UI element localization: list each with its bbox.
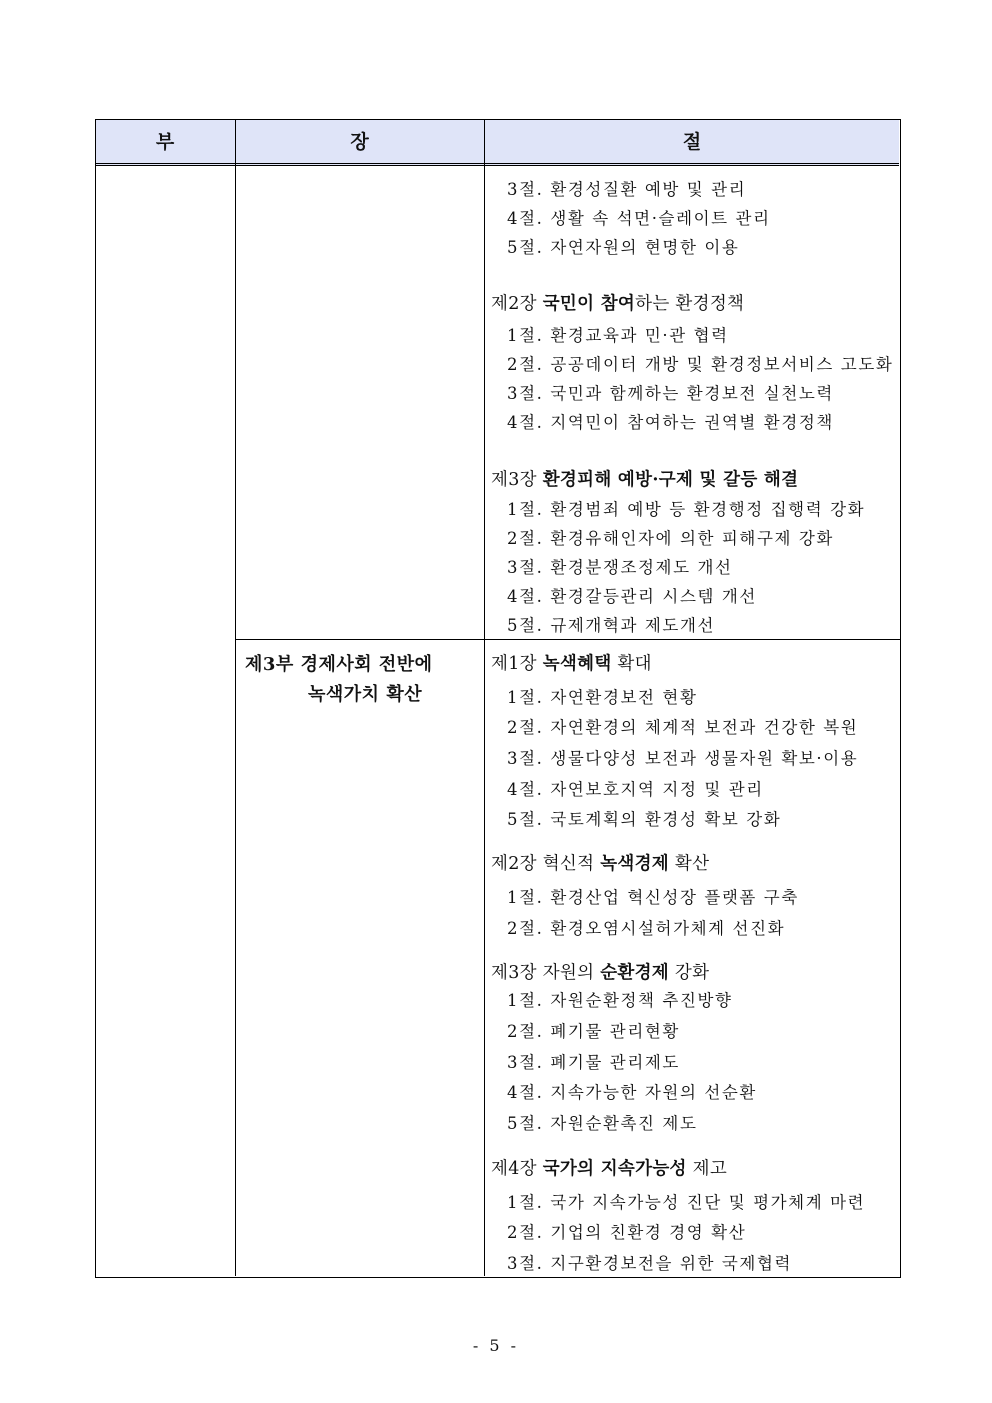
- chapter-heading: 제2장 국민이 참여하는 환경정책: [491, 294, 745, 314]
- page-number: - 5 -: [472, 1336, 520, 1355]
- section-item: 2절. 폐기물 관리현황: [507, 1022, 680, 1041]
- section-item: 2절. 자연환경의 체계적 보전과 건강한 복원: [507, 718, 859, 737]
- section-item: 3절. 환경성질환 예방 및 관리: [507, 180, 747, 199]
- chapter-heading: 제2장 혁신적 녹색경제 확산: [491, 854, 710, 874]
- part-title: 녹색가치 확산: [308, 684, 423, 705]
- section-item: 3절. 생물다양성 보전과 생물자원 확보·이용: [507, 749, 859, 768]
- section-item: 4절. 환경갈등관리 시스템 개선: [507, 587, 757, 606]
- section-item: 5절. 자원순환촉진 제도: [507, 1114, 698, 1133]
- section-item: 5절. 국토계획의 환경성 확보 강화: [507, 810, 782, 829]
- section-item: 3절. 환경분쟁조정제도 개선: [507, 558, 733, 577]
- header-section: 절: [682, 131, 702, 153]
- chapter-heading: 제3장 자원의 순환경제 강화: [491, 963, 710, 983]
- section-item: 3절. 지구환경보전을 위한 국제협력: [507, 1254, 793, 1273]
- section-item: 2절. 환경유해인자에 의한 피해구제 강화: [507, 529, 834, 548]
- section-item: 2절. 환경오염시설허가체계 선진화: [507, 919, 786, 938]
- chapter-heading: 제1장 녹색혜택 확대: [491, 654, 652, 674]
- section-item: 2절. 기업의 친환경 경영 확산: [507, 1223, 747, 1242]
- chapter-heading: 제4장 국가의 지속가능성 제고: [491, 1159, 728, 1179]
- section-item: 2절. 공공데이터 개방 및 환경정보서비스 고도화: [507, 355, 894, 374]
- header-chapter: 장: [350, 131, 369, 153]
- section-item: 4절. 자연보호지역 지정 및 관리: [507, 780, 764, 799]
- row-divider: [235, 639, 900, 640]
- section-item: 1절. 환경산업 혁신성장 플랫폼 구축: [507, 888, 799, 907]
- column-divider: [484, 119, 485, 1276]
- column-divider: [235, 119, 236, 1276]
- section-item: 5절. 규제개혁과 제도개선: [507, 616, 716, 635]
- section-item: 4절. 지속가능한 자원의 선순환: [507, 1083, 757, 1102]
- section-item: 4절. 지역민이 참여하는 권역별 환경정책: [507, 413, 834, 432]
- part-title: 제3부 경제사회 전반에: [245, 654, 433, 675]
- section-item: 1절. 자연환경보전 현황: [507, 688, 698, 707]
- section-item: 3절. 국민과 함께하는 환경보전 실천노력: [507, 384, 834, 403]
- section-item: 1절. 자원순환정책 추진방향: [507, 991, 733, 1010]
- section-item: 3절. 폐기물 관리제도: [507, 1053, 680, 1072]
- section-item: 4절. 생활 속 석면·슬레이트 관리: [507, 209, 771, 228]
- section-item: 1절. 환경범죄 예방 등 환경행정 집행력 강화: [507, 500, 866, 519]
- chapter-heading: 제3장 환경피해 예방·구제 및 갈등 해결: [491, 470, 799, 490]
- section-item: 1절. 환경교육과 민·관 협력: [507, 326, 729, 345]
- section-item: 1절. 국가 지속가능성 진단 및 평가체계 마련: [507, 1193, 866, 1212]
- header-part: 부: [155, 131, 175, 153]
- section-item: 5절. 자연자원의 현명한 이용: [507, 238, 740, 257]
